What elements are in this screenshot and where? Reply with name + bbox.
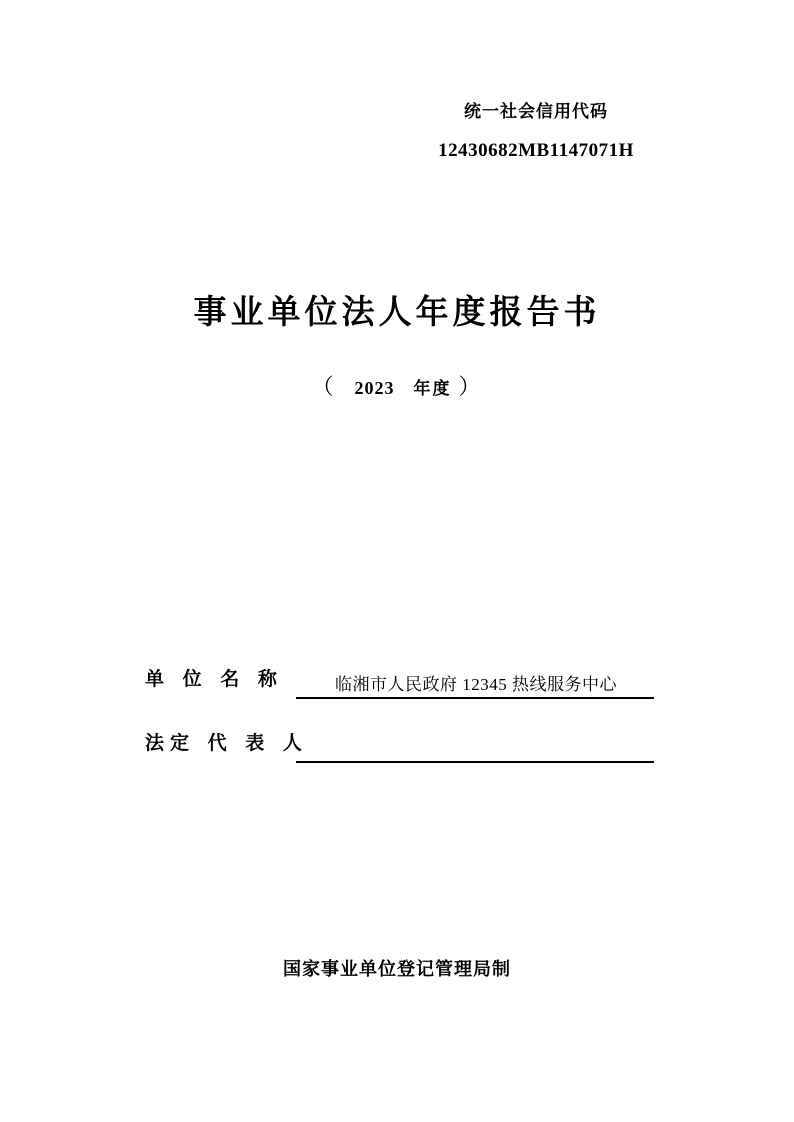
field-row-unit-name (0, 655, 794, 699)
unit-name-label: 单 位 名 称 (145, 668, 283, 690)
unit-name-value: 临湘市人民政府 12345 热线服务中心 (335, 674, 617, 694)
cover-fields (0, 655, 794, 763)
legal-representative-label: 法定 代 表 人 (145, 732, 308, 754)
legal-representative-underline (296, 719, 654, 763)
report-year-unit: 年度 (413, 379, 452, 398)
credit-code-label: 统一社会信用代码 (464, 102, 608, 121)
report-year-value: 2023 (354, 378, 395, 398)
year-close-paren: ） (458, 374, 483, 399)
page-title: 事业单位法人年度报告书 (193, 292, 601, 331)
year-open-paren: （ (311, 374, 336, 399)
field-row-legal-representative (0, 719, 794, 763)
unit-name-underline (296, 655, 654, 699)
issuing-authority: 国家事业单位登记管理局制 (283, 959, 511, 980)
credit-code-value: 12430682MB1147071H (438, 139, 634, 161)
report-year-line (0, 370, 794, 401)
credit-code-block (376, 100, 696, 162)
